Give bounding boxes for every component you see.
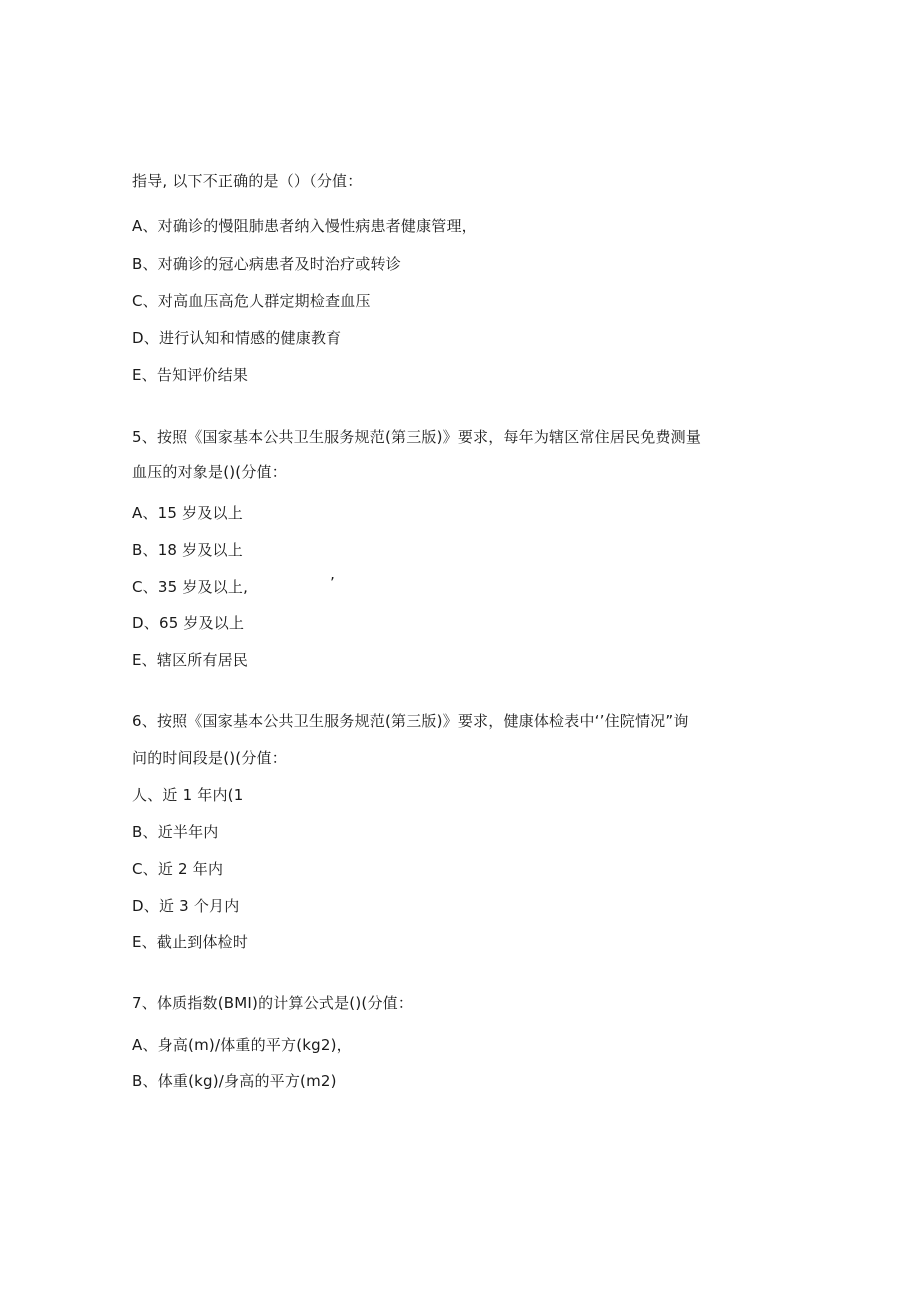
intro-question-text: 指导, 以下不正确的是（）（分值： bbox=[132, 172, 363, 190]
intro-option-d: D、进行认知和情感的健康教育 bbox=[132, 329, 342, 347]
q6-question-line1: 6、按照《国家基本公共卫生服务规范(第三版)》要求，健康体检表中‘’住院情况”询 bbox=[132, 712, 689, 730]
q5-question-line2: 血压的对象是()(分值： bbox=[132, 463, 287, 481]
q6-question-line2: 问的时间段是()(分值： bbox=[132, 749, 287, 767]
q5-option-a: A、15 岁及以上 bbox=[132, 504, 243, 522]
q6-option-b: B、近半年内 bbox=[132, 823, 219, 841]
intro-option-a: A、对确诊的慢阻肺患者纳入慢性病患者健康管理， bbox=[132, 217, 477, 235]
intro-option-e: E、告知评价结果 bbox=[132, 366, 249, 384]
q6-option-c: C、近 2 年内 bbox=[132, 860, 224, 878]
intro-option-b: B、对确诊的冠心病患者及时治疗或转诊 bbox=[132, 255, 401, 273]
q6-option-e: E、截止到体检时 bbox=[132, 933, 249, 951]
q6-option-a: 人、近 1 年内(1 bbox=[132, 786, 244, 804]
q5-question-line1: 5、按照《国家基本公共卫生服务规范(第三版)》要求，每年为辖区常住居民免费测量 bbox=[132, 428, 702, 446]
q7-question-line1: 7、体质指数(BMI)的计算公式是()(分值： bbox=[132, 994, 414, 1012]
intro-option-c: C、对高血压高危人群定期检查血压 bbox=[132, 292, 371, 310]
q5-option-e: E、辖区所有居民 bbox=[132, 651, 249, 669]
q5-option-b: B、18 岁及以上 bbox=[132, 541, 243, 559]
q7-option-b: B、体重(kg)/身高的平方(m2) bbox=[132, 1072, 337, 1090]
stray-mark: ’ bbox=[330, 574, 335, 592]
q5-option-d: D、65 岁及以上 bbox=[132, 614, 245, 632]
q7-option-a: A、身高(m)/体重的平方(kg2)， bbox=[132, 1036, 352, 1054]
q5-option-c: C、35 岁及以上, bbox=[132, 578, 249, 596]
q6-option-d: D、近 3 个月内 bbox=[132, 897, 240, 915]
